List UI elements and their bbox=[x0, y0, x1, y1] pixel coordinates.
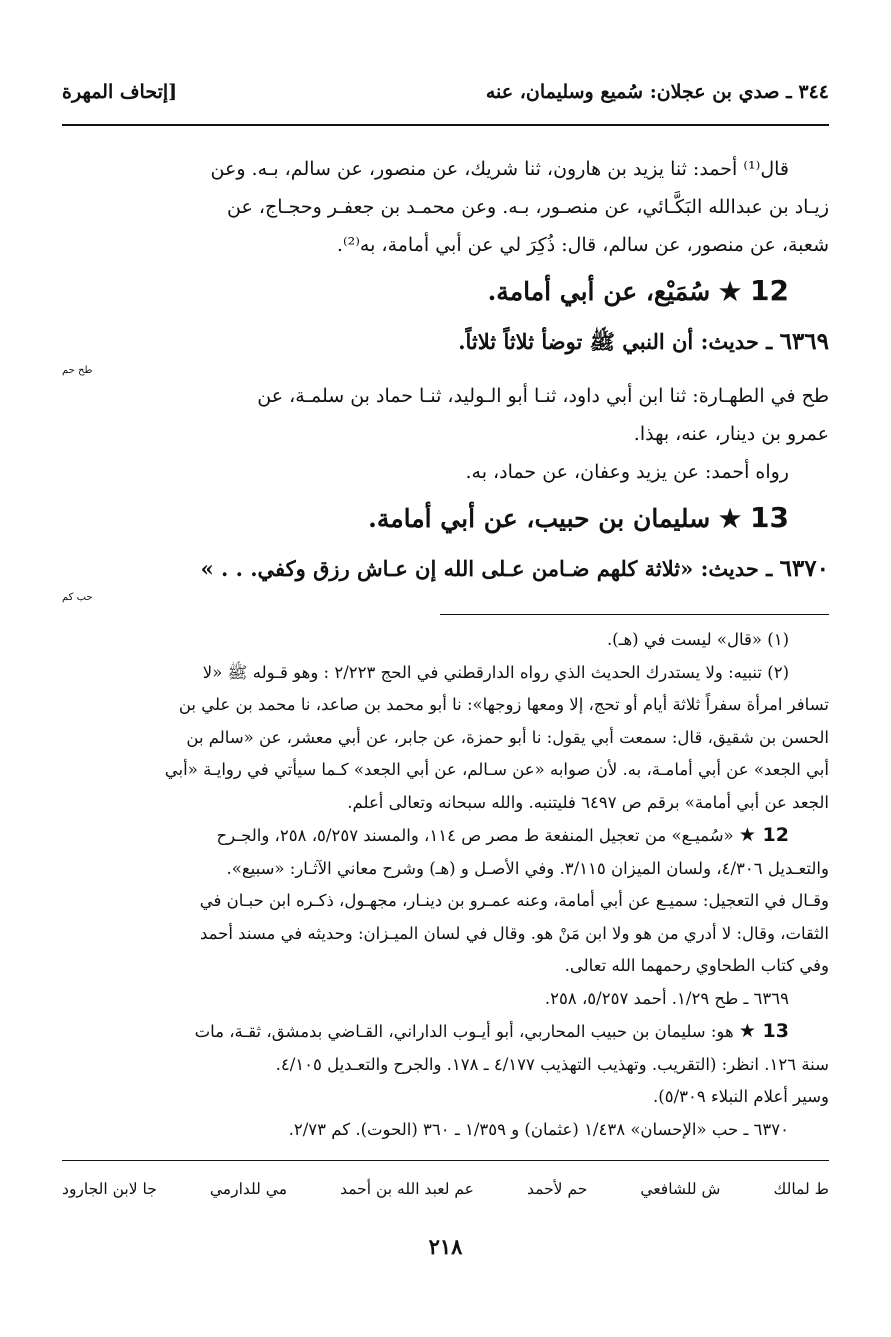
footnote-line: وقـال في التعجيل: سميـع عن أبي أمامة، وعنه عمـرو بن دينـار، مجهـول، ذكـره ابن حبـان في bbox=[199, 891, 829, 910]
abbreviation-item: عم لعبد الله بن أحمد bbox=[340, 1180, 474, 1198]
footnote-label: 12 ★ bbox=[738, 824, 789, 846]
page-header bbox=[62, 72, 829, 112]
section-heading-13 bbox=[62, 491, 829, 546]
intro-line: زيـاد بن عبدالله البَكَّـائي، عن منصـور، بـه. وعن محمـد بن جعفـر وحجـاج، عن bbox=[227, 196, 829, 218]
footnote-line: وسير أعلام النبلاء ٥/٣٠٩). bbox=[653, 1087, 829, 1106]
footnote-13 bbox=[62, 1015, 829, 1049]
footnote-text: «سُميـع» من تعجيل المنفعة ط مصر ص ١١٤، والمسند ٥/٢٥٧، ٢٥٨، والجـرح bbox=[216, 826, 734, 845]
footnote-text: «قال» ليست في (هـ). bbox=[606, 630, 762, 649]
footnote-line: وفي كتاب الطحاوي رحمهما الله تعالى. bbox=[564, 956, 829, 975]
star-icon: ★ bbox=[718, 504, 742, 533]
hadith-number: ٦٣٧٠ bbox=[779, 555, 829, 582]
footnote-12 bbox=[62, 819, 829, 853]
footnote-line: سنة ١٢٦. انظر: (التقريب. وتهذيب التهذيب ٤/١٧٧ ـ ١٧٨. والجرح والتعـديل ٤/١٠٥. bbox=[275, 1054, 829, 1074]
footnote-1 bbox=[62, 624, 829, 657]
abbreviation-item: ش للشافعي bbox=[640, 1180, 721, 1198]
footnote-line: الثقات، وقال: لا أدري من هو ولا ابن مَنْ هو. وقال في لسان الميـزان: وحديثه في مسند أحمد bbox=[199, 923, 829, 943]
source-code: حب كم bbox=[62, 592, 93, 603]
footnote-2 bbox=[62, 657, 829, 690]
hadith-text-line: عمرو بن دينار، عنه، بهذا. bbox=[633, 423, 829, 445]
hadith-heading-6369 bbox=[62, 319, 829, 377]
hadith-number: ٦٣٦٩ bbox=[779, 328, 829, 355]
footnote-label: (٢) bbox=[767, 662, 789, 682]
footnote-line: تسافر امرأة سفراً ثلاثة أيام أو تحج، إلا ومعها زوجها»: نا أبو محمد بن صاعد، نا محمد بن علي بن bbox=[178, 695, 829, 714]
footnote-label: 13 ★ bbox=[738, 1020, 789, 1042]
hadith-title: ـ حديث: «ثلاثة كلهم ضـامن عـلى الله إن عـاش رزق وكفي. . . » bbox=[200, 556, 773, 581]
abbreviations-divider bbox=[62, 1160, 829, 1161]
footnote-line: الجعد عن أبي أمامة» برقم ص ٦٤٩٧ فليتنبه. والله سبحانه وتعالى أعلم. bbox=[347, 792, 829, 812]
footnote-line: والتعـديل ٤/٣٠٦، ولسان الميزان ٣/١١٥. وفي الأصـل و (هـ) وشرح معاني الآثـار: «سبيع». bbox=[226, 858, 829, 878]
abbreviation-item: حم لأحمد bbox=[527, 1180, 588, 1198]
section-title: سُمَيْع، عن أبي أمامة. bbox=[487, 277, 711, 306]
hadith-text-line: طح في الطهـارة: ثنا ابن أبي داود، ثنـا أبو الـوليد، ثنـا حماد بن سلمـة، عن bbox=[257, 385, 829, 407]
abbreviation-item: جا لابن الجارود bbox=[62, 1180, 157, 1198]
intro-line: قال⁽¹⁾ أحمد: ثنا يزيد بن هارون، ثنا شريك، عن منصور، عن سالم، بـه. وعن bbox=[210, 158, 789, 180]
section-heading-12 bbox=[62, 264, 829, 319]
footnote-text: هو: سليمان بن حبيب المحاربي، أبو أيـوب الداراني، القـاضي بدمشق، ثقـة، مات bbox=[194, 1022, 734, 1041]
footnote-6370: ٦٣٧٠ ـ حب «الإحسان» ١/٤٣٨ (عثمان) و ١/٣٥٩ ـ ٣٦٠ (الحوت). كم ٢/٧٣. bbox=[288, 1119, 789, 1139]
footnotes bbox=[62, 624, 829, 1146]
star-icon: ★ bbox=[718, 277, 742, 306]
intro-line: شعبة، عن منصور، عن سالم، قال: ذُكِرَ لي عن أبي أمامة، به⁽²⁾. bbox=[336, 234, 829, 256]
footnote-label: (١) bbox=[767, 630, 789, 649]
footnote-text: تنبيه: ولا يستدرك الحديث الذي رواه الدارقطني في الحج ٢/٢٢٣ : وهو قـوله ﷺ «لا bbox=[202, 662, 762, 682]
section-number: 13 bbox=[750, 501, 789, 534]
abbreviations-key bbox=[62, 1180, 829, 1198]
abbreviation-item: ط لمالك bbox=[773, 1180, 829, 1198]
hadith-title: ـ حديث: أن النبي ﷺ توضأ ثلاثاً ثلاثاً. bbox=[458, 329, 773, 354]
footnote-divider bbox=[440, 614, 829, 615]
footnote-line: الحسن بن شقيق، قال: سمعت أبي يقول: نا أبو حمزة، عن جابر، عن أبي معشر، عن «سالم بن bbox=[186, 727, 829, 747]
page-number: ٢١٨ bbox=[428, 1234, 463, 1259]
section-number: 12 bbox=[750, 274, 789, 307]
footnote-6369: ٦٣٦٩ ـ طح ١/٢٩. أحمد ٥/٢٥٧، ٢٥٨. bbox=[544, 988, 789, 1008]
abbreviation-item: مي للدارمي bbox=[209, 1180, 288, 1198]
hadith-heading-6370 bbox=[62, 546, 829, 604]
header-divider bbox=[62, 124, 829, 126]
header-chapter-title: ٣٤٤ ـ صدي بن عجلان: سُميع وسليمان، عنه bbox=[485, 81, 829, 103]
header-book-title: [إتحاف المهرة bbox=[62, 81, 178, 103]
hadith-text-line: رواه أحمد: عن يزيد وعفان، عن حماد، به. bbox=[465, 461, 789, 483]
footnote-line: أبي الجعد» عن أبي أمامـة، به. لأن صوابه «عن سـالم، عن أبي الجعد» كـما سيأتي في روايـة «أبي bbox=[164, 760, 829, 779]
section-title: سليمان بن حبيب، عن أبي أمامة. bbox=[368, 504, 711, 533]
source-code: طح حم bbox=[62, 365, 93, 376]
main-text bbox=[62, 150, 829, 604]
